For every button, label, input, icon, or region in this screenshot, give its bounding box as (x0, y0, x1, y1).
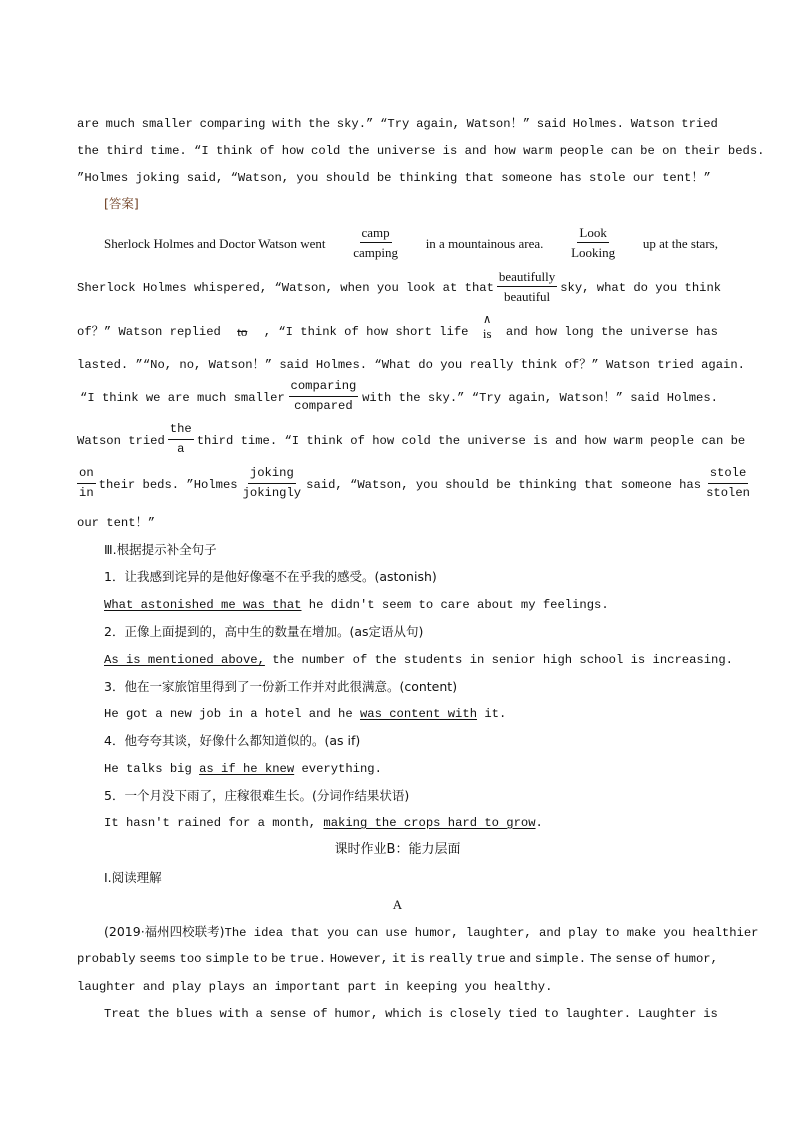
original-word: on (77, 466, 96, 484)
word: really (428, 952, 473, 966)
exercise-prompt: 4．他夸夸其谈，好像什么都知道似的。(as if) (104, 733, 361, 748)
word: is (428, 1007, 444, 1021)
passage-text: The idea that you can use humor, laughter, and play to make you healthier (224, 926, 759, 940)
word: with (219, 1007, 249, 1021)
filled-answer: was content with (359, 707, 478, 721)
answer-text: Watson tried (77, 434, 165, 448)
answer-text: of？” Watson replied (77, 325, 221, 339)
word: the (308, 117, 331, 131)
word: Treat (104, 1007, 141, 1021)
answer-suffix: it. (477, 707, 507, 721)
filled-answer: What astonished me was that (104, 598, 302, 612)
original-word: camp (360, 225, 392, 243)
word: simple. (534, 952, 587, 966)
word: Laughter (637, 1007, 697, 1021)
answer-text: said, “Watson, you should be thinking that someone has (306, 478, 702, 492)
answer-text: , “I think of how short life (263, 325, 469, 339)
word: of (655, 952, 671, 966)
original-word: the (168, 422, 194, 440)
top-line-2: the third time. “I think of how cold the universe is and how warm people can be on their beds. (77, 144, 765, 158)
deleted-word: to (237, 324, 248, 339)
corrected-word: beautiful (503, 288, 551, 304)
correction-fraction (289, 379, 359, 414)
answer-suffix: . (535, 816, 543, 830)
word: sky.” (336, 117, 374, 131)
word: seems (139, 952, 176, 966)
word: are (77, 117, 99, 131)
answer-prefix: He talks big (104, 762, 200, 776)
word: However, (329, 952, 389, 966)
answer-suffix: the number of the students in senior high school is increasing. (264, 653, 733, 667)
word: again, (416, 117, 460, 131)
word: the (147, 1007, 170, 1021)
correction-fraction (351, 225, 400, 260)
exercise-answer (104, 597, 718, 613)
word: is (410, 952, 425, 966)
word: tied (507, 1007, 538, 1021)
exercise-answer (104, 706, 718, 722)
original-word: comparing (289, 379, 359, 397)
answer-text: with the sky.” “Try again, Watson！” said Holmes. (362, 391, 718, 405)
word: sense (615, 952, 652, 966)
answer-tag: [答案] (104, 196, 139, 211)
answer-row-5 (80, 378, 718, 413)
word: too (179, 952, 202, 966)
word: and (509, 952, 532, 966)
word: of (312, 1007, 328, 1021)
passage-line-1 (104, 924, 759, 941)
word: with (272, 117, 302, 131)
original-word: joking (248, 466, 296, 484)
answer-text: and how long the universe has (505, 325, 718, 339)
word: smaller (141, 117, 193, 131)
word: which (385, 1007, 422, 1021)
passage-line-2 (77, 951, 718, 967)
exercise-prompt: 3．他在一家旅馆里得到了一份新工作并对此很满意。(content) (104, 679, 458, 694)
top-line-3: ”Holmes joking said, “Watson, you should be thinking that someone has stole our tent！” (77, 171, 711, 185)
answer-text: sky, what do you think (560, 281, 722, 295)
word: true. (289, 952, 327, 966)
word: is (703, 1007, 718, 1021)
exercise-prompt: 5．一个月没下雨了，庄稼很难生长。(分词作结果状语) (104, 788, 410, 803)
filled-answer: making the crops hard to grow (323, 816, 536, 830)
word: tried (681, 117, 718, 131)
word: The (589, 952, 612, 966)
exercise-answer (104, 815, 718, 831)
passage-line-3: laughter and play plays an important part in keeping you healthy. (77, 980, 553, 994)
word: it (391, 952, 407, 966)
correction-fraction (497, 269, 557, 304)
word: Holmes. (572, 117, 624, 131)
answer-suffix: everything. (294, 762, 382, 776)
inserted-word: is (482, 326, 492, 341)
corrected-word: stolen (706, 485, 750, 500)
passage-label: A (392, 897, 403, 912)
original-word: Look (577, 225, 608, 243)
corrected-word: Looking (571, 244, 616, 260)
answer-row-6 (77, 421, 746, 456)
word: a (255, 1007, 263, 1021)
word: Watson (630, 117, 675, 131)
answer-text: in a mountainous area. (425, 236, 544, 251)
word: probably (77, 952, 136, 966)
answer-suffix: he didn't seem to care about my feelings. (301, 598, 609, 612)
word: Watson！” (466, 117, 531, 131)
word: simple (205, 952, 250, 966)
top-line-1 (77, 116, 718, 132)
answer-text: Sherlock Holmes whispered, “Watson, when you look at that (77, 281, 494, 295)
correction-fraction (77, 466, 96, 501)
answer-row-2 (77, 268, 722, 304)
answer-row-3 (77, 313, 718, 341)
answer-row-7 (77, 465, 750, 500)
answer-row-1 (104, 224, 718, 260)
word: to (252, 952, 268, 966)
word: said (536, 117, 567, 131)
answer-text: up at the stars, (642, 236, 718, 251)
corrected-word: jokingly (242, 485, 302, 500)
word: much (105, 117, 135, 131)
caret-icon: ∧ (483, 313, 491, 327)
reading-label: Ⅰ.阅读理解 (104, 870, 162, 885)
answer-text: Sherlock Holmes and Doctor Watson went (104, 236, 326, 251)
word: true (476, 952, 506, 966)
corrected-word: camping (353, 244, 398, 260)
answer-prefix: It hasn't rained for a month, (104, 816, 324, 830)
answer-text: “I think we are much smaller (80, 391, 285, 405)
answer-text: their beds. ”Holmes (98, 478, 238, 492)
corrected-word: a (177, 441, 185, 456)
original-word: beautifully (497, 269, 557, 287)
exercise-prompt: 2．正像上面提到的，高中生的数量在增加。(as定语从句) (104, 624, 424, 639)
word: sense (269, 1007, 307, 1021)
answer-text: third time. “I think of how cold the universe is and how warm people can be (196, 434, 746, 448)
section-title: Ⅲ.根据提示补全句子 (104, 542, 217, 557)
filled-answer: as if he knew (199, 762, 295, 776)
exercise-prompt: 1．让我感到诧异的是他好像毫不在乎我的感受。(astonish) (104, 569, 437, 584)
insertion-mark (483, 314, 492, 340)
word: humor, (334, 1007, 379, 1021)
word: closely (449, 1007, 502, 1021)
corrected-word: compared (294, 398, 353, 413)
correction-fraction (569, 225, 617, 260)
word: laughter. (565, 1007, 632, 1021)
correction-fraction (168, 422, 194, 457)
word: to (543, 1007, 559, 1021)
correction-fraction (241, 466, 304, 501)
exercise-answer (104, 761, 718, 777)
passage-line-4 (104, 1006, 718, 1022)
word: humor, (674, 952, 718, 966)
part-title: 课时作业B：能力层面 (334, 842, 461, 857)
answer-row-4: lasted. ”“No, no, Watson！” said Holmes. “What do you really think of？” Watson tried again. (77, 358, 745, 372)
original-word: stole (708, 466, 749, 484)
word: blues (176, 1007, 213, 1021)
answer-row-8: our tent！” (77, 516, 156, 530)
exercise-answer (104, 652, 733, 668)
filled-answer: As is mentioned above, (104, 653, 265, 667)
passage-source: (2019·福州四校联考) (104, 924, 225, 939)
correction-fraction (704, 466, 752, 501)
answer-prefix: He got a new job in a hotel and he (104, 707, 360, 721)
corrected-word: in (79, 485, 94, 500)
word: comparing (199, 117, 266, 131)
word: be (271, 952, 286, 966)
word: “Try (380, 117, 410, 131)
